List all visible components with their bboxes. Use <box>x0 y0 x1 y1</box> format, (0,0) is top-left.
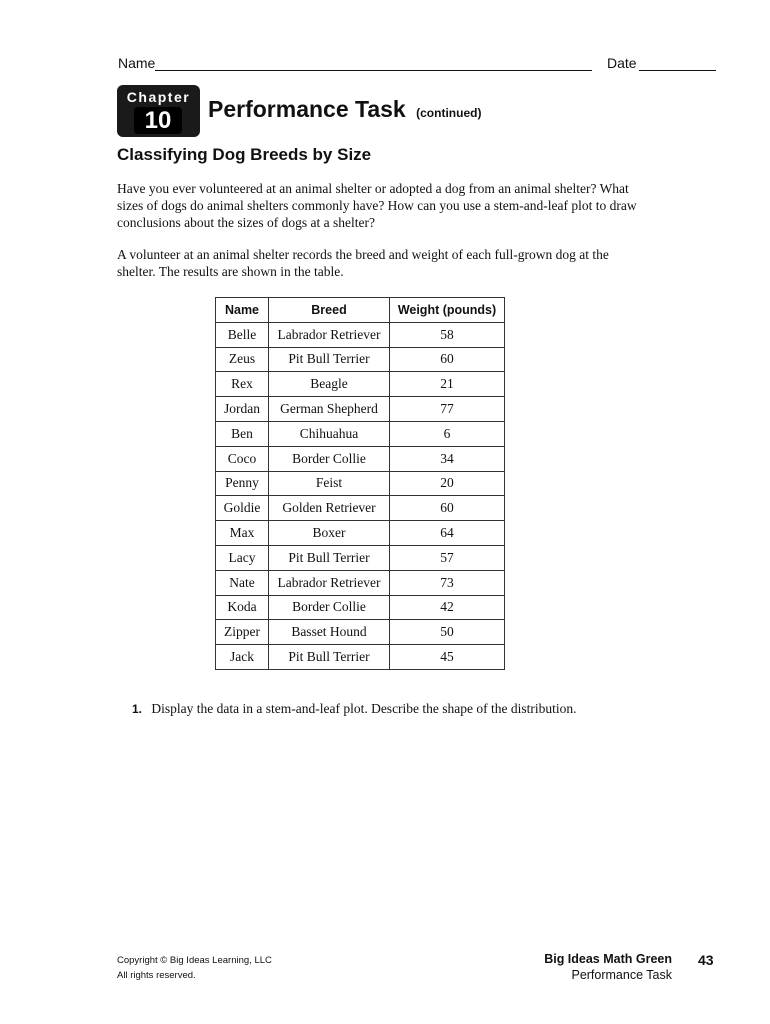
table-row <box>216 372 505 397</box>
table-body <box>216 322 505 669</box>
cell-weight: 20 <box>390 471 505 496</box>
cell-weight: 21 <box>390 372 505 397</box>
table-row <box>216 521 505 546</box>
chapter-word: Chapter <box>126 89 191 105</box>
cell-dog-name: Zeus <box>216 347 269 372</box>
cell-weight: 57 <box>390 545 505 570</box>
cell-breed: Border Collie <box>269 446 390 471</box>
page-title <box>208 96 481 123</box>
cell-weight: 73 <box>390 570 505 595</box>
cell-breed: Chihuahua <box>269 421 390 446</box>
page-number: 43 <box>698 952 714 968</box>
section-subtitle: Classifying Dog Breeds by Size <box>117 145 372 164</box>
name-date-row <box>118 55 718 75</box>
context-paragraph: A volunteer at an animal shelter records the breed and weight of each full-grown dog at the shelter. The results are shown in the table. <box>117 247 609 279</box>
cell-weight: 34 <box>390 446 505 471</box>
cell-breed: German Shepherd <box>269 397 390 422</box>
cell-dog-name: Jack <box>216 645 269 670</box>
cell-dog-name: Nate <box>216 570 269 595</box>
cell-breed: Boxer <box>269 521 390 546</box>
cell-dog-name: Lacy <box>216 545 269 570</box>
date-blank-line <box>639 70 716 71</box>
header-name: Name <box>216 298 269 323</box>
footer-copyright <box>117 953 272 983</box>
chapter-number-box <box>134 107 182 134</box>
table-row <box>216 545 505 570</box>
cell-dog-name: Penny <box>216 471 269 496</box>
cell-breed: Basset Hound <box>269 620 390 645</box>
cell-dog-name: Goldie <box>216 496 269 521</box>
table-row <box>216 496 505 521</box>
table-header-row <box>216 298 505 323</box>
section-name: Performance Task <box>571 968 672 982</box>
cell-breed: Feist <box>269 471 390 496</box>
chapter-number: 10 <box>144 107 172 134</box>
cell-weight: 58 <box>390 322 505 347</box>
cell-breed: Border Collie <box>269 595 390 620</box>
table-row <box>216 620 505 645</box>
table-row <box>216 595 505 620</box>
cell-dog-name: Coco <box>216 446 269 471</box>
cell-weight: 50 <box>390 620 505 645</box>
cell-weight: 6 <box>390 421 505 446</box>
table-row <box>216 347 505 372</box>
cell-dog-name: Koda <box>216 595 269 620</box>
chapter-badge <box>117 85 200 137</box>
question-number: 1. <box>132 702 143 716</box>
dog-weights-table <box>215 297 505 670</box>
header-weight: Weight (pounds) <box>390 298 505 323</box>
cell-dog-name: Belle <box>216 322 269 347</box>
copyright-line: Copyright © Big Ideas Learning, LLC <box>117 955 272 966</box>
table-row <box>216 421 505 446</box>
title-continued: (continued) <box>416 106 482 120</box>
table-row <box>216 570 505 595</box>
title-main: Performance Task <box>208 96 406 122</box>
header-breed: Breed <box>269 298 390 323</box>
footer-book-info <box>544 951 672 983</box>
cell-dog-name: Jordan <box>216 397 269 422</box>
cell-weight: 45 <box>390 645 505 670</box>
cell-breed: Golden Retriever <box>269 496 390 521</box>
cell-breed: Beagle <box>269 372 390 397</box>
table-row <box>216 322 505 347</box>
table-row <box>216 446 505 471</box>
book-title: Big Ideas Math Green <box>544 952 672 966</box>
cell-breed: Pit Bull Terrier <box>269 645 390 670</box>
cell-weight: 60 <box>390 496 505 521</box>
date-label: Date <box>607 55 637 71</box>
intro-paragraph: Have you ever volunteered at an animal shelter or adopted a dog from an animal shelter? What sizes of dogs do animal shelters commonly have? How can you use a stem-and-leaf plot to draw conclusions about the sizes of dogs at a shelter? <box>117 181 637 230</box>
rights-line: All rights reserved. <box>117 970 196 981</box>
question-text: Display the data in a stem-and-leaf plot. Describe the shape of the distribution. <box>151 701 577 716</box>
cell-breed: Pit Bull Terrier <box>269 347 390 372</box>
question-1 <box>132 701 577 717</box>
table-row <box>216 645 505 670</box>
cell-breed: Pit Bull Terrier <box>269 545 390 570</box>
cell-dog-name: Ben <box>216 421 269 446</box>
name-label: Name <box>118 55 156 71</box>
cell-breed: Labrador Retriever <box>269 322 390 347</box>
cell-dog-name: Rex <box>216 372 269 397</box>
cell-weight: 42 <box>390 595 505 620</box>
cell-weight: 64 <box>390 521 505 546</box>
name-blank-line <box>155 70 592 71</box>
cell-dog-name: Zipper <box>216 620 269 645</box>
cell-dog-name: Max <box>216 521 269 546</box>
cell-weight: 77 <box>390 397 505 422</box>
table-row <box>216 397 505 422</box>
cell-weight: 60 <box>390 347 505 372</box>
table-row <box>216 471 505 496</box>
cell-breed: Labrador Retriever <box>269 570 390 595</box>
